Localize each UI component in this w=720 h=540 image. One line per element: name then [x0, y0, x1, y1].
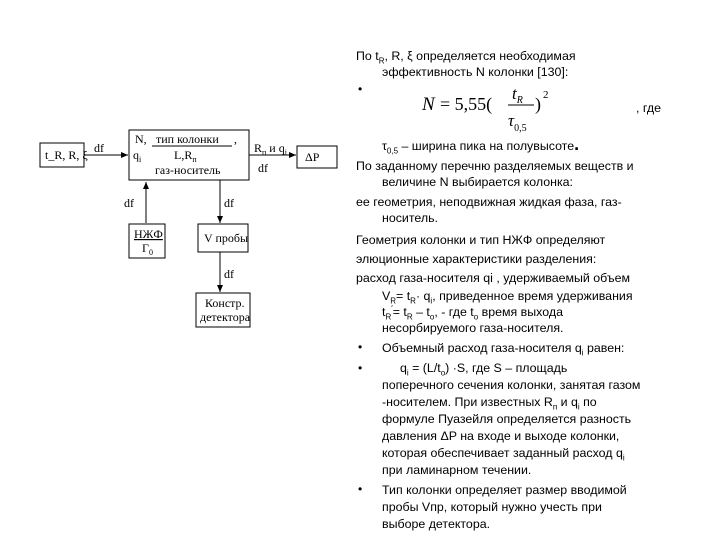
bullet-1: •	[358, 340, 363, 354]
p4-line2: элюционные характеристики разделения:	[356, 252, 597, 266]
right-rn-qi: $R_п$ и $q_i$	[254, 141, 287, 157]
main-box-qi: $q_i$	[133, 148, 142, 164]
bullet-formula: •	[358, 82, 363, 96]
svg-text:2: 2	[543, 89, 549, 101]
b3-line2: пробы Vпр, который нужно учесть при	[382, 500, 602, 514]
b1-line1: Объемный расход газа-носителя $q_i$ равен:	[382, 341, 625, 358]
b2-line3: -носителем. При известных $R_п$ и $q_i$ по	[382, 395, 597, 412]
bullet-2: •	[358, 361, 363, 375]
main-box-n: N,	[135, 132, 147, 146]
p4-line1: Геометрия колонки и тип НЖФ определяют	[356, 233, 606, 247]
main-box-gas: газ-носитель	[155, 163, 221, 177]
b2-line2: поперечного сечения колонки, занятая газом	[382, 378, 641, 392]
p3-line2: носитель.	[382, 211, 438, 225]
p1-line2: эффективность N колонки [130]:	[382, 65, 569, 79]
after-formula: , где	[636, 101, 661, 115]
p2-line1: По заданному перечню разделяемых веществ и	[356, 159, 634, 173]
df-label-1: df	[94, 141, 104, 155]
svg-text:N: N	[422, 94, 435, 115]
p5-line3: $t_R'= t_R - t_o$, - где $t_o$ время выхода	[382, 303, 563, 322]
svg-text:τ0,5: $\tau_{0,5}$	[508, 111, 527, 134]
main-box-comma: ,	[234, 132, 237, 146]
v-probe-label: V пробы	[204, 231, 249, 245]
b2-line4: формуле Пуазейля определяется разность	[382, 412, 632, 426]
gamma-label: $Г_0$	[142, 241, 153, 257]
input-params-label: t_R, R, ξ	[45, 148, 88, 162]
nzhf-label: НЖФ	[134, 227, 163, 241]
b3-line1: Тип колонки определяет размер вводимой	[382, 483, 627, 497]
detector-line2: детектора	[200, 310, 251, 324]
main-box-type: тип колонки	[156, 132, 219, 146]
b2-line6: которая обеспечивает заданный расход $q_i$	[382, 446, 625, 463]
main-box-lr: $L,R_п$	[174, 148, 197, 164]
df-label-3: df	[124, 196, 134, 210]
detector-line1: Констр.	[205, 296, 245, 310]
b3-line3: выборе детектора.	[382, 517, 491, 531]
tau-definition: $\tau_{0,5}$ – ширина пика на полувысоте.	[382, 134, 580, 156]
b2-line7: при ламинарном течении.	[382, 463, 532, 477]
p5-line4: несорбируемого газа-носителя.	[382, 321, 564, 335]
delta-p-label: ΔP	[305, 150, 320, 164]
p1-line1: По $t_R$, R, ξ определяется необходимая	[356, 49, 576, 66]
svg-text:): )	[535, 94, 541, 114]
p2-line2: величине N выбирается колонка:	[382, 175, 573, 189]
b2-line5: давления ΔP на входе и выходе колонки,	[382, 429, 620, 443]
svg-text:= 5,55(: = 5,55(	[440, 94, 493, 114]
p3-line1: ее геометрия, неподвижная жидкая фаза, газ-	[356, 195, 622, 209]
b2-line1: $q_i = (L/t_o) \cdot S$, где S – площадь	[400, 361, 568, 378]
bullet-3: •	[358, 482, 363, 496]
flow-diagram	[0, 0, 345, 340]
p5-line2: $V_R= t_R\cdot q_i$, приведенное время удерживания	[382, 289, 633, 306]
df-label-4: df	[224, 196, 234, 210]
p5-line1: расход газа-носителя qi , удерживаемый объем	[356, 271, 630, 285]
efficiency-formula	[420, 84, 600, 136]
svg-text:tR: $t_R$	[512, 84, 523, 106]
df-label-2: df	[258, 161, 268, 175]
df-label-5: df	[224, 267, 234, 281]
